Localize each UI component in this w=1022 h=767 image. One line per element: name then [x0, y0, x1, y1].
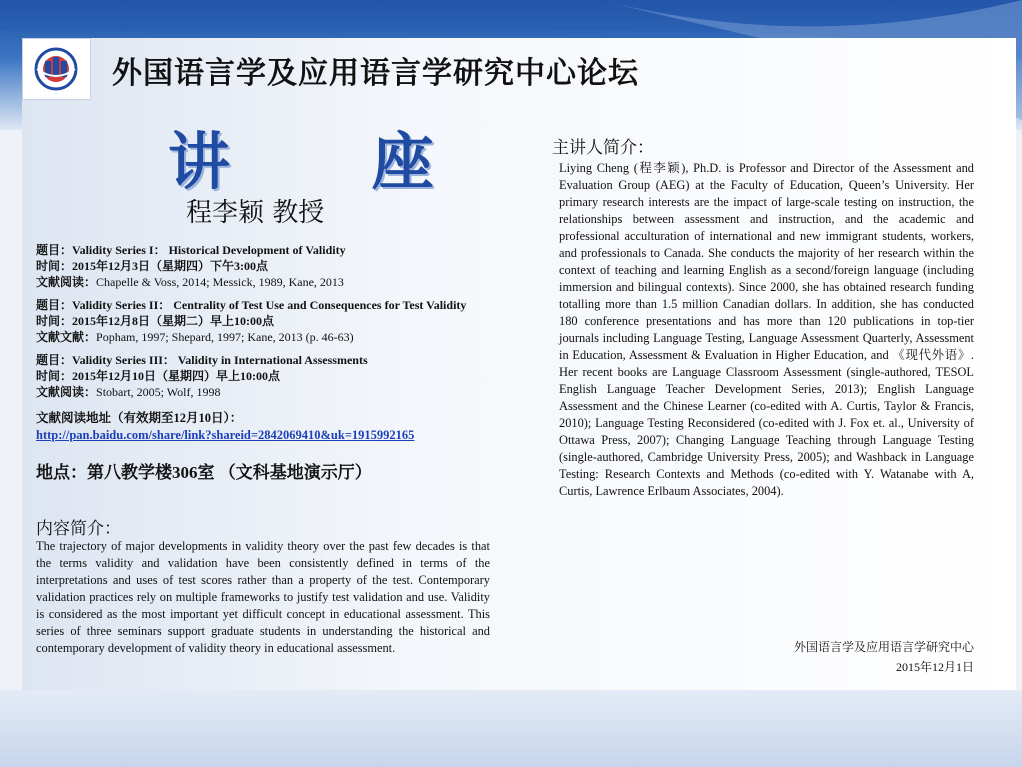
session-3	[36, 352, 368, 400]
session-time: 2015年12月10日（星期四）早上10:00点	[72, 369, 281, 383]
reading-link-block	[36, 410, 414, 444]
signature-date: 2015年12月1日	[895, 660, 974, 674]
forum-title: 外国语言学及应用语言学研究中心论坛	[112, 56, 639, 91]
reading-link-label: 文献阅读地址（有效期至12月10日）：	[36, 411, 243, 425]
signature-organization: 外国语言学及应用语言学研究中心	[793, 640, 974, 654]
speaker-intro-heading: 主讲人简介：	[552, 138, 654, 158]
time-label: 时间：	[36, 369, 73, 383]
speaker-name: 程李颖 教授	[186, 198, 325, 228]
topic-label: 题目：	[36, 243, 73, 257]
reading-link[interactable]: http://pan.baidu.com/share/link?shareid=2842069410&uk=1915992165	[36, 428, 415, 442]
topic-label: 题目：	[36, 298, 73, 312]
session-2	[36, 297, 466, 345]
session-topic: Validity Series III： Validity in International Assessments	[72, 353, 368, 367]
session-time: 2015年12月8日（星期二）早上10:00点	[72, 314, 275, 328]
session-reading: Stobart, 2005; Wolf, 1998	[96, 385, 221, 399]
speaker-intro-text: Liying Cheng (程李颖), Ph.D. is Professor and Director of the Assessment and Evaluation Group (AEG) at the Faculty of Education, Queen’s University. Her primary research interests are the impact of large-scale testing on instruction, the relationships between assessment and instruction, and the academic and professional acculturation of international and new immigrant students, workers, and professionals to Canada. She conducts the majority of her research within the context of teaching and learning English as a second/foreign language (including immersion and bilingual contexts). Since 2000, she has obtained research funding totalling more than 1.5 million Canadian dollars. In addition, she has conducted 180 conference presentations and has more than 120 publications in top-tier journals including Language Testing, Language Assessment Quarterly, Assessment in Education, Assessment & Evaluation in Higher Education, and 《现代外语》. Her recent books are Language Classroom Assessment (single-authored, TESOL English Language Teacher Development Series, 2013); English Language Assessment and the Chinese Learner (co-edited with A. Curtis, Taylor & Francis, 2010); Language Testing Reconsidered (co-edited with J. Fox et. al., University of Ottawa Press, 2007); Changing Language Teaching through Language Testing (single-authored, Cambridge University Press, 2005); and Washback in Language Testing: Research Contexts and Methods (co-edited with Y. Watanabe with A, Curtis, Lawrence Erlbaum Associates, 2004).	[559, 161, 974, 498]
session-reading: Chapelle & Voss, 2014; Messick, 1989, Kane, 2013	[96, 275, 344, 289]
topic-label: 题目：	[36, 353, 73, 367]
time-label: 时间：	[36, 314, 73, 328]
time-label: 时间：	[36, 259, 73, 273]
session-reading: Popham, 1997; Shepard, 1997; Kane, 2013 (p. 46-63)	[96, 330, 354, 344]
reading-label: 文献阅读：	[36, 385, 97, 399]
content-intro-heading: 内容简介：	[36, 519, 121, 539]
reading-label: 文献阅读：	[36, 275, 97, 289]
session-topic: Validity Series I： Historical Development of Validity	[72, 243, 346, 257]
footer-band	[0, 690, 1022, 767]
session-topic: Validity Series II： Centrality of Test Use and Consequences for Test Validity	[72, 298, 467, 312]
lecture-title: 讲 座	[168, 125, 494, 198]
university-logo-icon	[22, 38, 91, 100]
content-intro-text: The trajectory of major developments in validity theory over the past few decades is that the terms validity and validation have been consistently defined in terms of the interpretations and uses of test scores rather than a property of the test. Contemporary validation practices rely on multiple frameworks to justify test validation and use. Validity is considered as the most important yet difficult concept in educational assessment. This series of three seminars support graduate students in understanding the historical and contemporary development of validity theory in educational assessment.	[36, 539, 490, 655]
session-1	[36, 242, 346, 290]
reading-label: 文献文献：	[36, 330, 97, 344]
location: 地点：第八教学楼306室 （文科基地演示厅）	[36, 463, 372, 482]
session-time: 2015年12月3日（星期四）下午3:00点	[72, 259, 269, 273]
